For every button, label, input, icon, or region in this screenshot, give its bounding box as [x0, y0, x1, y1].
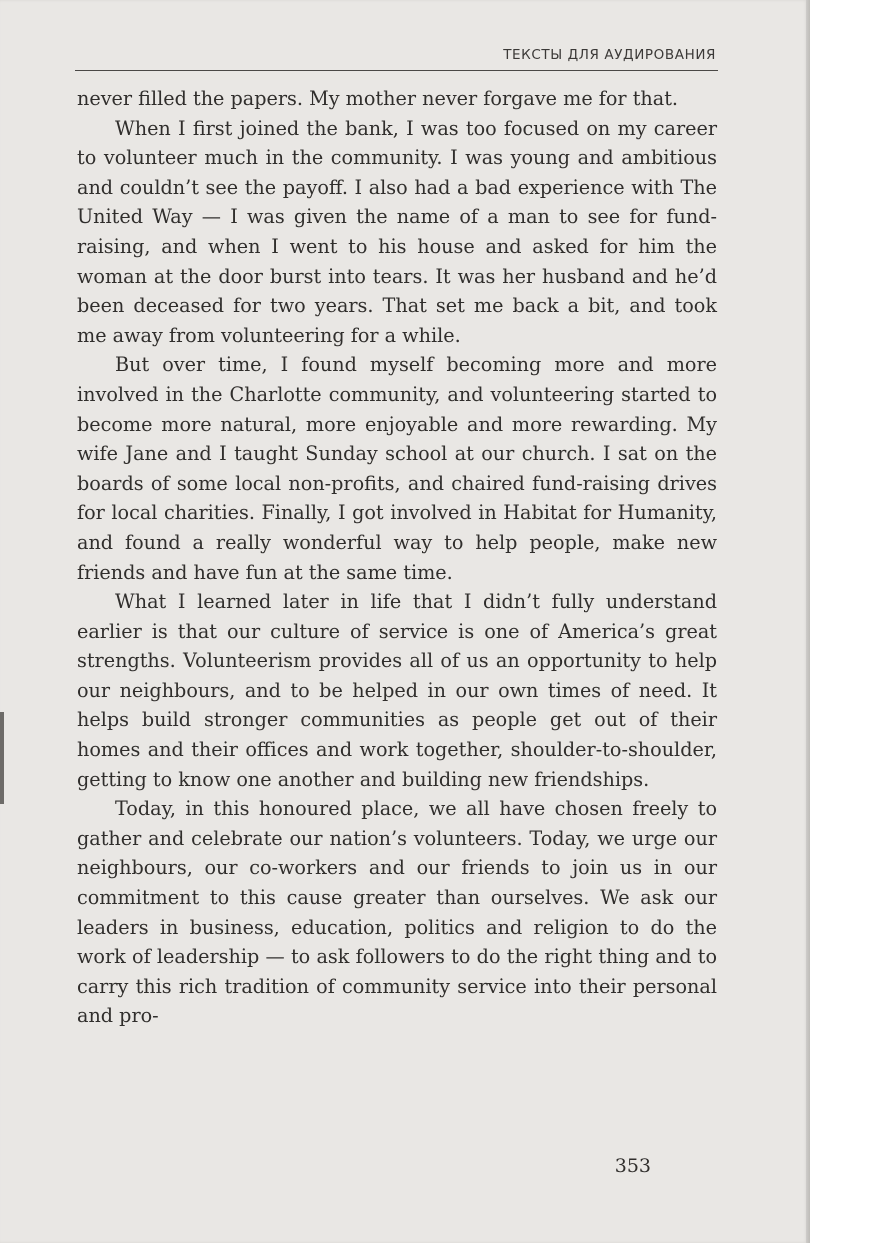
page-number: 353 — [614, 1155, 651, 1177]
paragraph-4: What I learned later in life that I didn’t fully understand earlier is that our culture of service is one of America’s great strengths. Volunteerism provides all of us an opportunity to help our neighbours, and to be helped in our own times of need. It helps build stronger communities as people get out of their homes and their offices and work together, shoulder-to-shoulder, getting to know one another and building new friendships. — [77, 590, 717, 791]
binding-mark — [0, 712, 4, 804]
running-head — [75, 44, 718, 71]
paragraph-5: Today, in this honoured place, we all have chosen freely to gather and celebrate our nation’s volunteers. Today, we urge our neighbours, our co-workers and our friends to join us in our commitment to this cause greater than ourselves. We ask our leaders in business, education, politics and religion to do the work of leadership — to ask followers to do the right thing and to carry this rich tradition of community service into their personal and pro- — [77, 797, 717, 1028]
scan-edge — [806, 0, 810, 1243]
paragraph-1: never filled the papers. My mother never forgave me for that. — [77, 87, 679, 110]
paragraph-2: When I first joined the bank, I was too focused on my career to volunteer much in the community. I was young and ambitious and couldn’t see the payoff. I also had a bad experience with The United Way — I was given the name of a man to see for fund-raising, and when I went to his house and asked for him the woman at the door burst into tears. It was her husband and he’d been deceased for two years. That set me back a bit, and took me away from volunteering for a while. — [77, 116, 717, 347]
page-text — [77, 84, 717, 1031]
paragraph-3: But over time, I found myself becoming more and more involved in the Charlotte community, and volunteering started to become more natural, more enjoyable and more rewarding. My wife Jane and I taught Sunday school at our church. I sat on the boards of some local non-profits, and chaired fund-raising drives for local charities. Finally, I got involved in Habitat for Humanity, and found a really wonderful way to help people, make new friends and have fun at the same time. — [77, 353, 717, 584]
running-head-title: ТЕКСТЫ ДЛЯ АУДИРОВАНИЯ — [503, 47, 716, 63]
